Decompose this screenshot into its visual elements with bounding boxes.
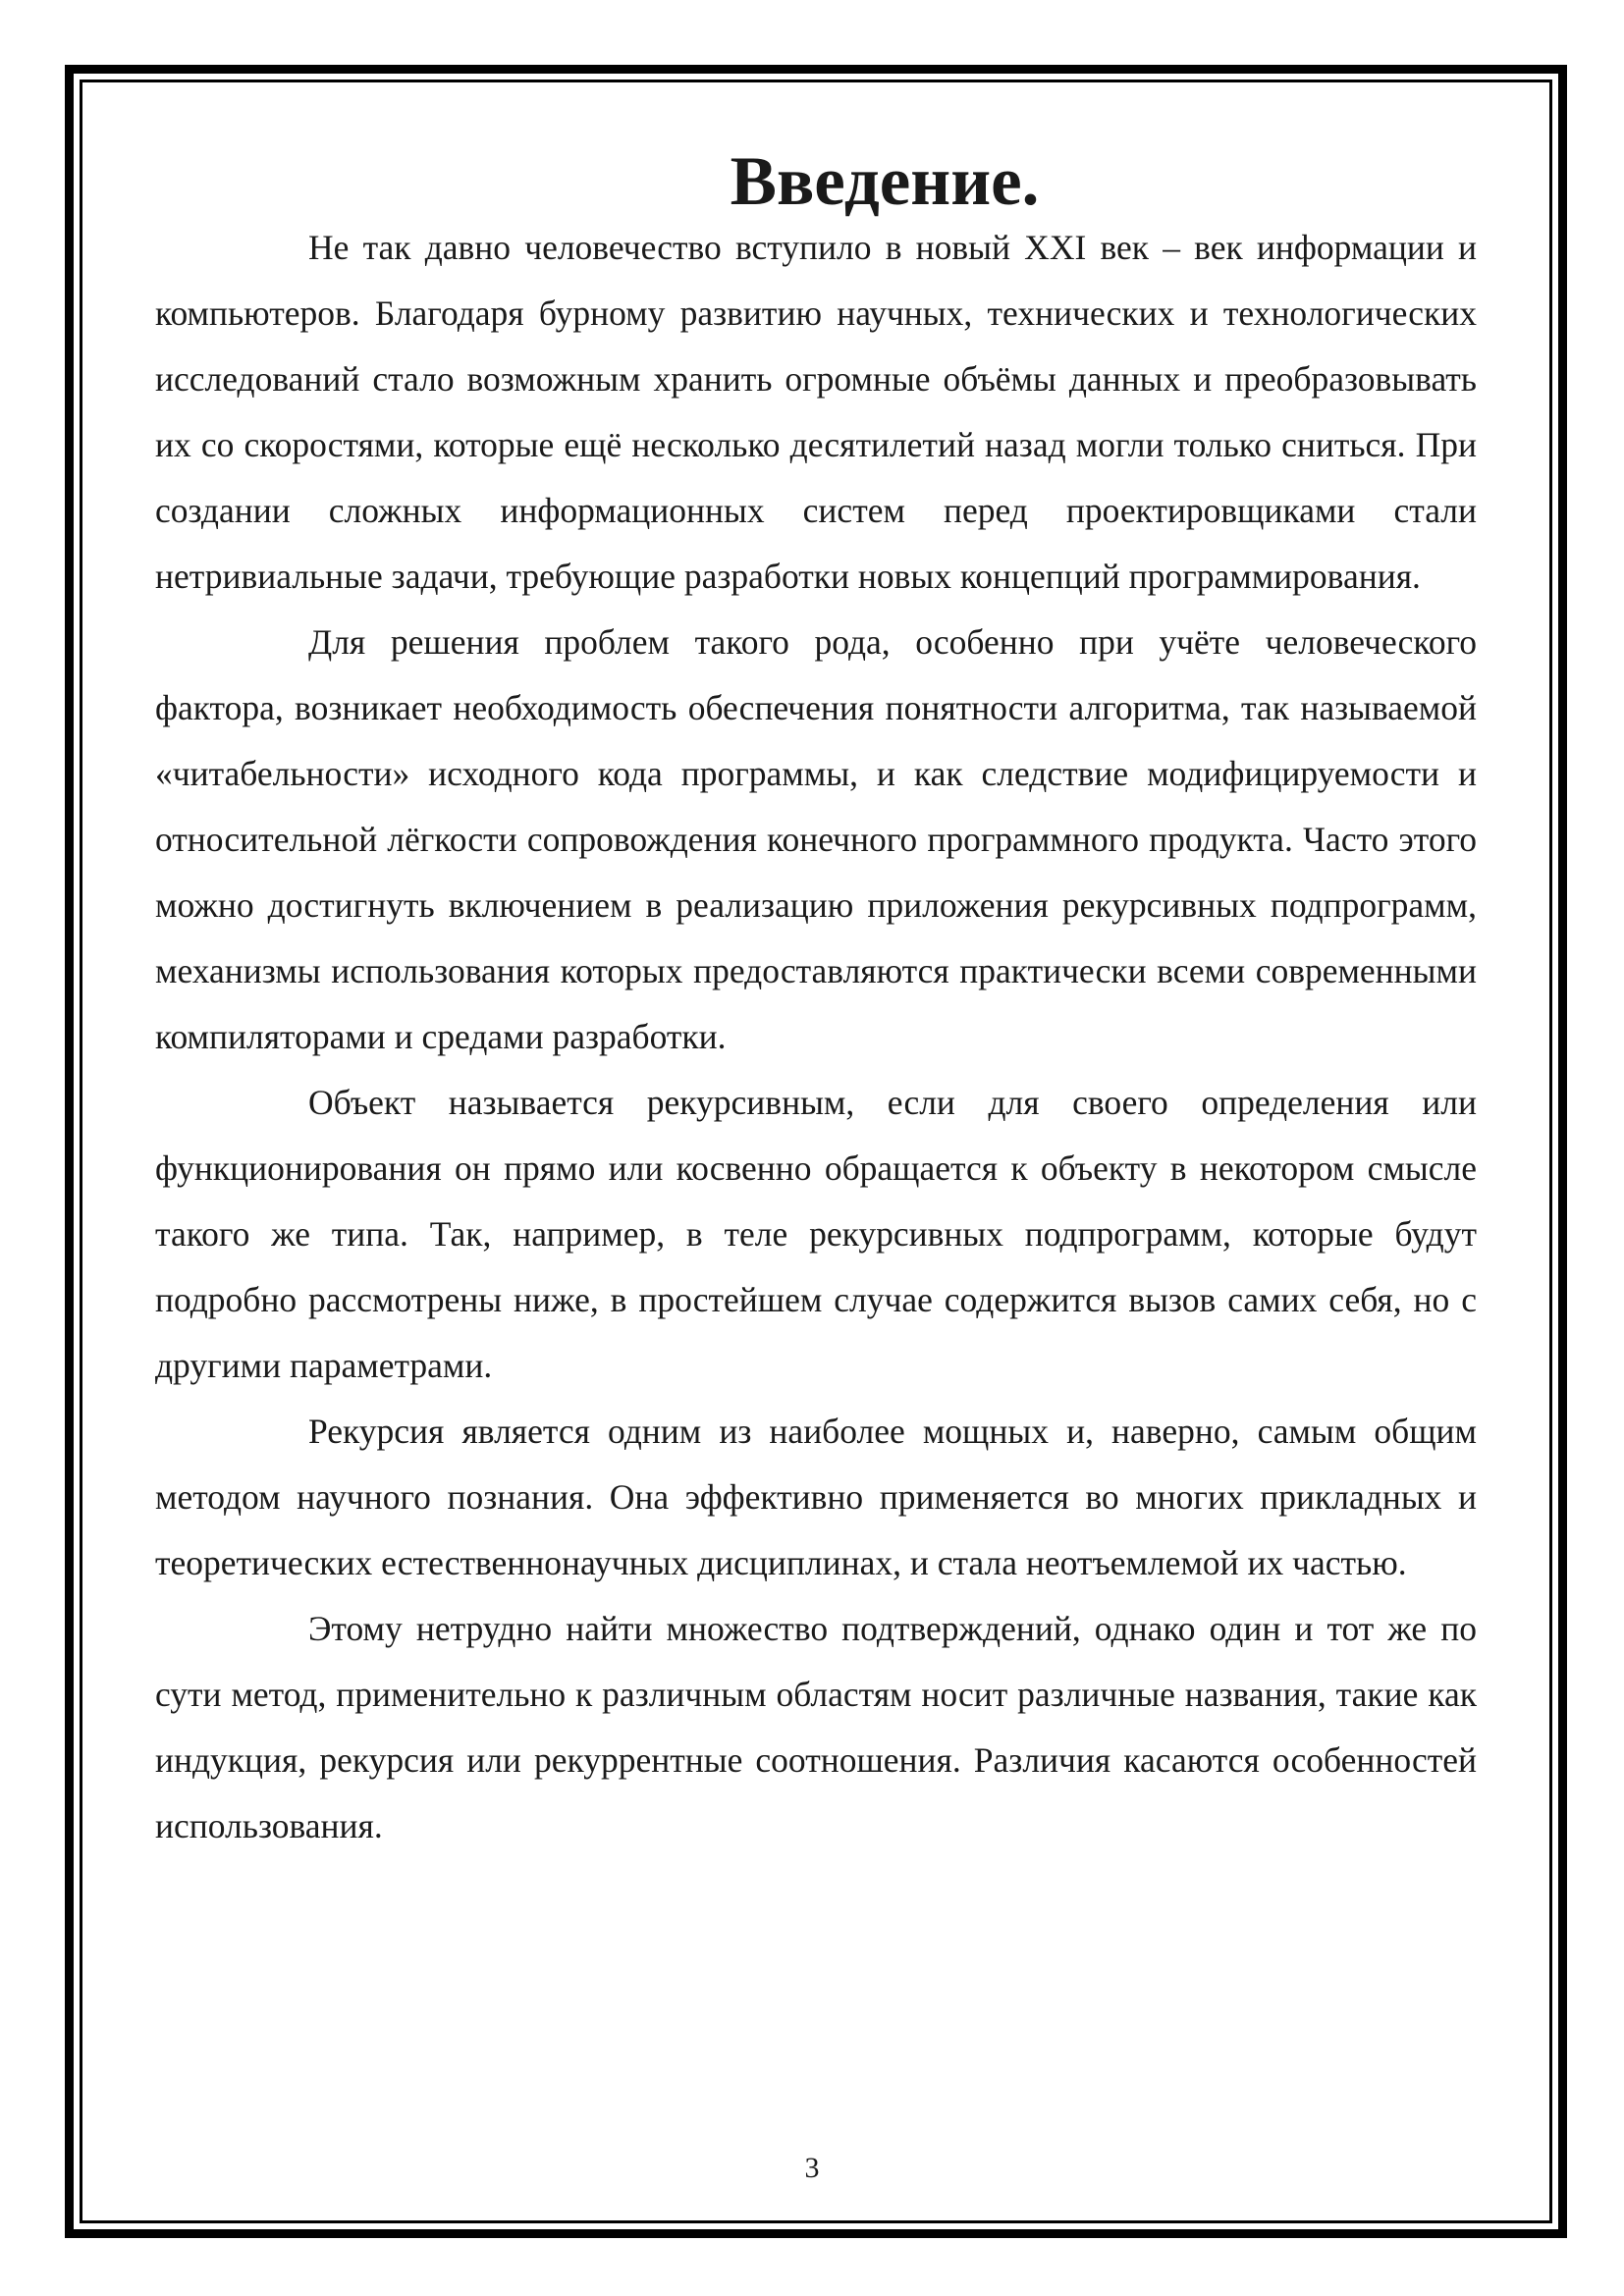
section-title: Введение. (730, 143, 1040, 220)
paragraph: Этому нетрудно найти множество подтверждений, однако один и тот же по сути метод, применительно к различным областям носит различные названия, такие как индукция, рекурсия или рекуррентные соотношения. Различия касаются особенностей использования. (155, 1609, 1477, 1845)
paragraph: Для решения проблем такого рода, особенно при учёте человеческого фактора, возникает необходимость обеспечения понятности алгоритма, так называемой «читабельности» исходного кода программы, и как следствие модифицируемости и относительной лёгкости сопровождения конечного программного продукта. Часто этого можно достигнуть включением в реализацию приложения рекурсивных подпрограмм, механизмы использования которых предоставляются практически всеми современными компиляторами и средами разработки. (155, 622, 1477, 1056)
paragraph: Рекурсия является одним из наиболее мощных и, наверно, самым общим методом научного познания. Она эффективно применяется во многих прикладных и теоретических естественнонаучных дисциплинах, и стала неотъемлемой их частью. (155, 1412, 1477, 1582)
page-content (155, 143, 1477, 1859)
paragraph: Не так давно человечество вступило в новый XXI век – век информации и компьютеров. Благодаря бурному развитию научных, технических и технологических исследований стало возможным хранить огромные объёмы данных и преобразовывать их со скоростями, которые ещё несколько десятилетий назад могли только сниться. При создании сложных информационных систем перед проектировщиками стали нетривиальные задачи, требующие разработки новых концепций программирования. (155, 228, 1477, 596)
page-number: 3 (804, 2152, 820, 2184)
paragraph: Объект называется рекурсивным, если для своего определения или функционирования он прямо или косвенно обращается к объекту в некотором смысле такого же типа. Так, например, в теле рекурсивных подпрограмм, которые будут подробно рассмотрены ниже, в простейшем случае содержится вызов самих себя, но с другими параметрами. (155, 1083, 1477, 1385)
